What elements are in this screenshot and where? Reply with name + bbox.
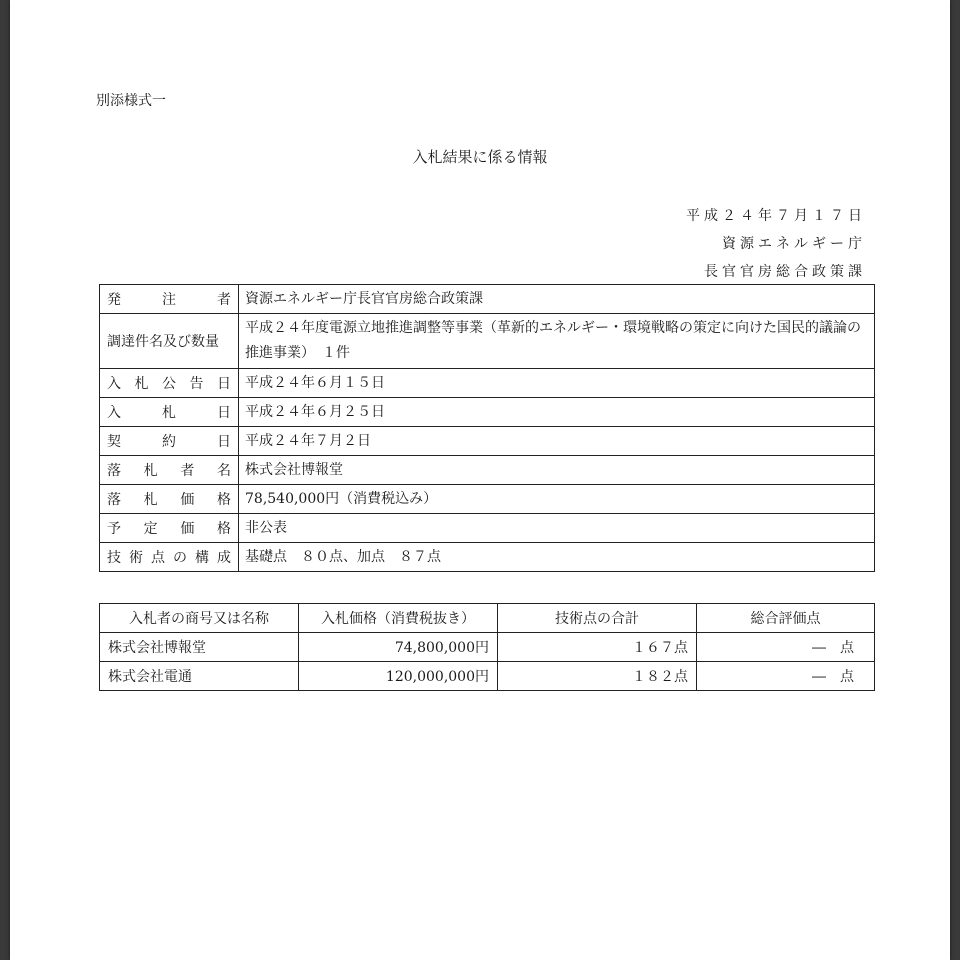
info-label-char: 日 [217,405,231,421]
table-row [100,633,875,662]
bid-info-table [99,284,875,572]
info-row [100,485,875,514]
info-label-char: 日 [217,434,231,450]
info-label-char: 調達件名及び数量 [107,334,219,350]
info-label [100,543,239,572]
bidders-table [99,603,875,691]
info-label-char: 告 [189,376,204,392]
info-label-char: 名 [216,463,231,479]
info-label-char: 入 [107,405,121,421]
info-label [100,369,239,398]
issuer-agency: 資源エネルギー庁 [722,236,866,252]
bidders-header-row [100,604,875,633]
table-row [100,662,875,691]
header-bid-price: 入札価格（消費税抜き） [299,604,498,633]
technical-score: １８２点 [498,662,697,691]
info-row [100,514,875,543]
info-label-char: 契 [107,434,121,450]
info-value: 資源エネルギー庁長官官房総合政策課 [239,285,875,314]
info-label-char: 格 [216,521,231,537]
info-label-char: 価 [180,521,195,537]
info-row [100,285,875,314]
info-label-char: 予 [107,521,121,537]
info-value: 平成２４年６月１５日 [239,369,875,398]
info-label-char: 者 [217,292,231,308]
info-row [100,314,875,369]
bidder-name: 株式会社電通 [100,662,299,691]
info-label-char: の [173,550,187,566]
info-label [100,314,239,369]
info-label-char: 落 [107,463,121,479]
info-label-char: 注 [162,292,176,308]
info-label-char: 価 [180,492,195,508]
info-value: 平成２４年度電源立地推進調整等事業（革新的エネルギー・環境戦略の策定に向けた国民的議論の推進事業） １件 [239,314,875,369]
info-value: 株式会社博報堂 [239,456,875,485]
header-technical-score: 技術点の合計 [498,604,697,633]
info-row [100,543,875,572]
info-label-char: 技 [107,550,121,566]
info-label [100,398,239,427]
info-value: 平成２４年７月２日 [239,427,875,456]
info-label [100,514,239,543]
info-label-char: 落 [107,492,121,508]
document-page [10,0,950,960]
info-label [100,485,239,514]
info-label-char: 者 [180,463,195,479]
info-value: 非公表 [239,514,875,543]
info-value: 基礎点 ８０点、加点 ８７点 [239,543,875,572]
info-label-char: 点 [151,550,165,566]
info-value: 平成２４年６月２５日 [239,398,875,427]
info-label-char: 発 [107,292,121,308]
info-label-char: 入 [107,376,121,392]
info-label-char: 公 [162,376,176,392]
info-label-char: 札 [162,405,176,421]
info-label [100,285,239,314]
document-title: 入札結果に係る情報 [412,148,548,166]
overall-score: ― 点 [697,662,875,691]
header-bidder-name: 入札者の商号又は名称 [100,604,299,633]
info-label [100,427,239,456]
info-label-char: 札 [143,463,158,479]
header-overall-score: 総合評価点 [697,604,875,633]
info-label-char: 約 [162,434,176,450]
issuer-division: 長官官房総合政策課 [704,264,866,280]
info-label-char: 術 [129,550,143,566]
bid-price: 120,000,000円 [299,662,498,691]
annex-label: 別添様式一 [96,93,166,109]
info-label-char: 札 [143,492,158,508]
info-label-char: 構 [195,550,209,566]
info-row [100,369,875,398]
issuer-block [686,202,866,286]
info-label [100,456,239,485]
info-label-char: 定 [143,521,158,537]
bidder-name: 株式会社博報堂 [100,633,299,662]
overall-score: ― 点 [697,633,875,662]
info-label-char: 日 [217,376,231,392]
issue-date: 平成２４年７月１７日 [686,208,866,224]
info-label-char: 格 [216,492,231,508]
info-label-char: 成 [217,550,231,566]
info-row [100,398,875,427]
technical-score: １６７点 [498,633,697,662]
info-label-char: 札 [134,376,149,392]
info-row [100,456,875,485]
info-row [100,427,875,456]
info-value: 78,540,000円（消費税込み） [239,485,875,514]
bid-price: 74,800,000円 [299,633,498,662]
